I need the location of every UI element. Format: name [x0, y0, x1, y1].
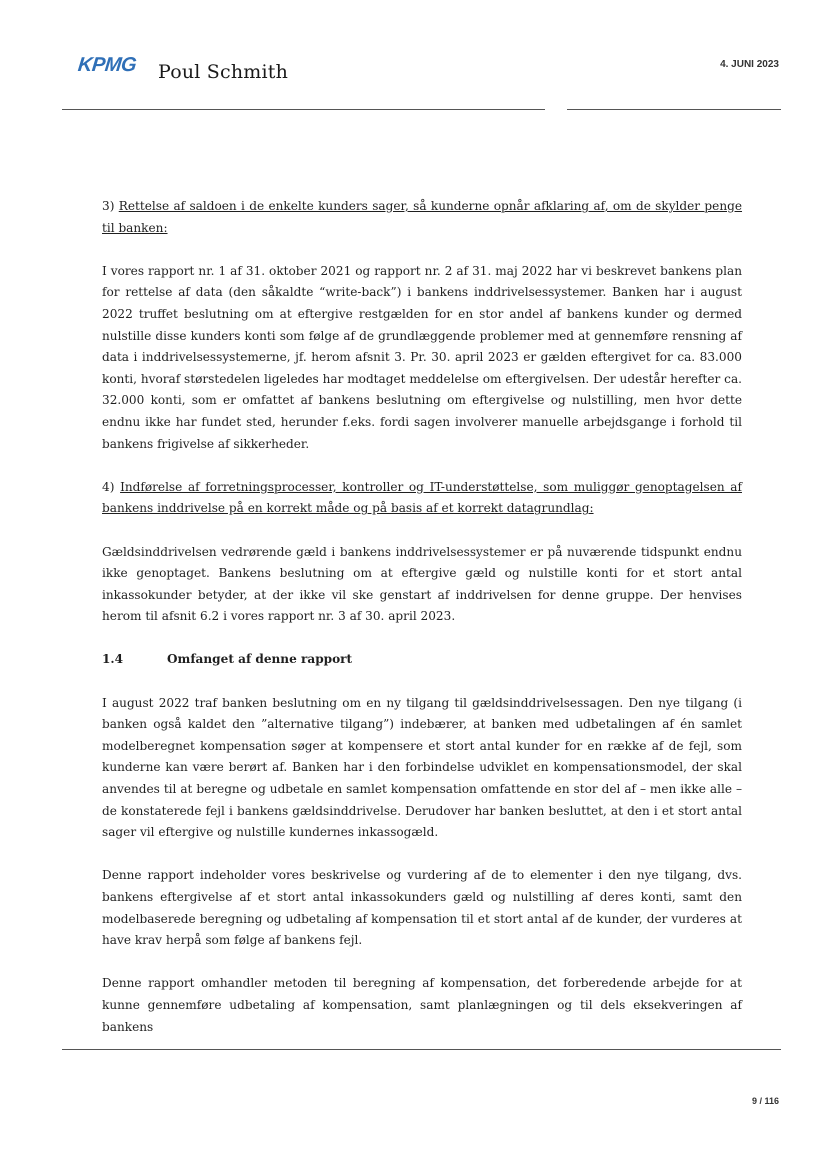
header-divider-left [62, 109, 545, 110]
paragraph: Gældsinddrivelsen vedrørende gæld i bankens inddrivelsessystemer er på nuværende tidspunkt endnu ikke genoptaget. Bankens beslutning om at eftergive gæld og nulstille konti for et stort antal inkassokunder betyder, at der ikke vil ske genstart af inddrivelsen for denne gruppe. Der henvises herom til afsnit 6.2 i vores rapport nr. 3 af 30. april 2023. [102, 544, 742, 624]
header-divider-right [567, 109, 781, 110]
footer-divider [62, 1049, 781, 1050]
paragraph: Denne rapport indeholder vores beskrivelse og vurdering af de to elementer i den nye tilgang, dvs. bankens eftergivelse af et stort antal inkassokunders gæld og nulstilling af deres konti, samt den modelbaserede beregning og udbetaling af kompensation til et stort antal af de kunder, der vurderes at have krav herpå som følge af bankens fejl. [102, 868, 742, 948]
document-body [102, 196, 742, 1060]
firm-name: Poul Schmith [158, 61, 289, 83]
paragraph: I august 2022 traf banken beslutning om en ny tilgang til gældsinddrivelsessagen. Den nye tilgang (i banken også kaldet den ”alternative tilgang”) indebærer, at banken med udbetalingen af én samlet modelberegnet kompensation søger at kompensere et stort antal kunder for en række af de fejl, som kunderne kan være berørt af. Banken har i den forbindelse udviklet en kompensationsmodel, der skal anvendes til at beregne og udbetale en samlet kompensation omfattende en stor del af – men ikke alle – de konstaterede fejl i bankens gældsinddrivelse. Derudover har banken besluttet, at den i et stort antal sager vil eftergive og nulstille kundernes inkassogæld. [102, 695, 742, 840]
page-number: 9 / 116 [751, 1096, 779, 1106]
section-title: Omfanget af denne rapport [167, 652, 353, 667]
section-number: 1.4 [102, 652, 124, 667]
item-4-heading: 4) Indførelse af forretningsprocesser, kontroller og IT-understøttelse, som muliggør genoptagelsen af bankens inddrivelse på en korrekt måde og på basis af et korrekt datagrundlag: [102, 479, 742, 516]
paragraph: I vores rapport nr. 1 af 31. oktober 2021 og rapport nr. 2 af 31. maj 2022 har vi beskrevet bankens plan for rettelse af data (den såkaldte “write-back”) i bankens inddrivelsessystemer. Banken har i august 2022 truffet beslutning om at eftergive restgælden for en stor andel af bankens kunder og dermed nulstille disse kunders konti som følge af de grundlæggende problemer med at gennemføre rensning af data i inddrivelsessystemerne, jf. herom afsnit 3. Pr. 30. april 2023 er gælden eftergivet for ca. 83.000 konti, hvoraf størstedelen ligeledes har modtaget meddelelse om eftergivelsen. Der udestår herefter ca. 32.000 konti, som er omfattet af bankens beslutning om eftergivelse og nulstilling, men hvor dette endnu ikke har fundet sted, herunder f.eks. fordi sagen involverer manuelle arbejdsgange i forhold til bankens frigivelse af sikkerheder. [102, 263, 742, 451]
section-heading [102, 649, 742, 671]
report-date: 4. JUNI 2023 [720, 59, 779, 70]
item-3-heading: 3) Rettelse af saldoen i de enkelte kunders sager, så kunderne opnår afklaring af, om de skylder penge til banken: [102, 199, 743, 235]
kpmg-logo: KPMG [76, 54, 138, 76]
paragraph: Denne rapport omhandler metoden til beregning af kompensation, det forberedende arbejde for at kunne gennemføre udbetaling af kompensation, samt planlægningen og til dels eksekveringen af bankens [102, 976, 742, 1034]
